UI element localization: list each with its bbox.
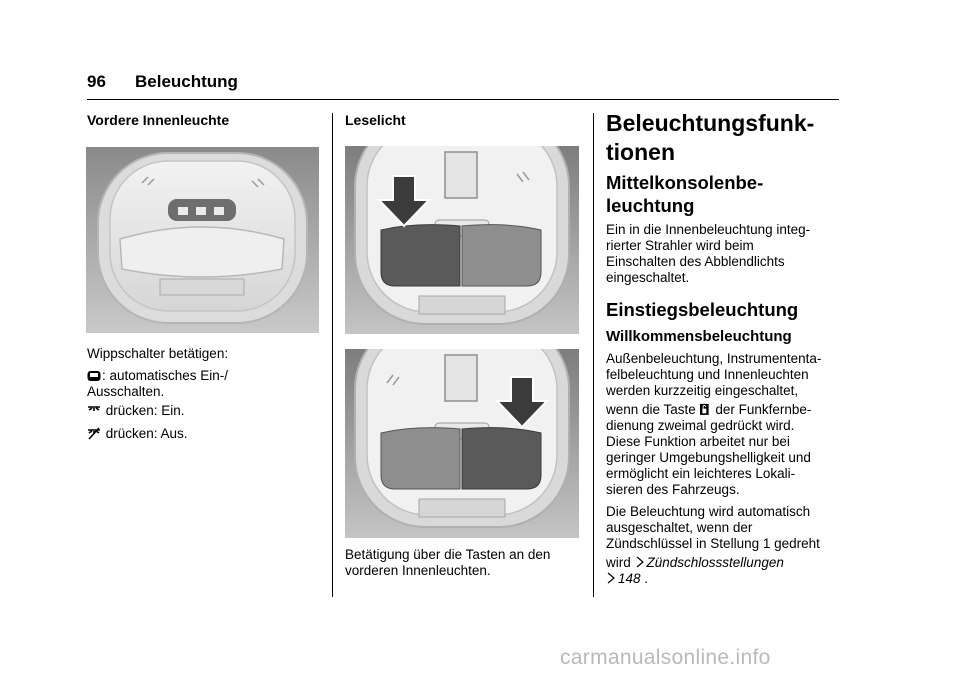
text-line: Die Beleuchtung wird automatisch (606, 504, 811, 519)
auto-off-paragraph (606, 504, 841, 587)
auto-mode-text (87, 368, 327, 400)
text-line: eingeschaltet. (606, 270, 690, 285)
text-line: sieren des Fahrzeugs. (606, 482, 740, 497)
light-off-icon (87, 427, 101, 440)
welcome-lighting-paragraph (606, 351, 841, 498)
text-line: Ein in die Innenbeleuchtung integ- (606, 222, 811, 237)
text-line: geringer Umgebungshelligkeit und (606, 450, 811, 465)
text-line: ermöglicht ein leichteres Lokali- (606, 466, 796, 481)
on-text (87, 403, 327, 419)
chapter-heading (606, 109, 836, 167)
column-divider-2 (593, 113, 594, 597)
auto-mode-label: : automatisches Ein-/ (102, 368, 229, 383)
text-line: rierter Strahler wird beim (606, 238, 754, 253)
reading-light-left-illustration (345, 146, 579, 334)
cross-reference-arrow-icon (606, 572, 616, 584)
cross-reference-link[interactable]: Zündschlossstellungen (646, 555, 784, 570)
reading-light-right-illustration (345, 349, 579, 538)
on-label: drücken: Ein. (102, 403, 185, 418)
off-text (87, 426, 327, 442)
center-console-paragraph (606, 222, 841, 286)
watermark: carmanualsonline.info (560, 646, 771, 669)
text-line: Diese Funktion arbeitet nur bei (606, 434, 790, 449)
off-label: drücken: Aus. (102, 426, 188, 441)
section-heading-front-interior-light: Vordere Innenleuchte (87, 112, 230, 128)
text-line: werden kurzzeitig eingeschaltet, (606, 383, 799, 398)
text-fragment: wird (606, 555, 635, 570)
header-rule (87, 99, 839, 100)
reading-light-caption (345, 547, 585, 579)
section-heading-entry-lighting: Einstiegsbeleuchtung (606, 299, 799, 320)
center-console-heading-line-1: Mittelkonsolenbe- (606, 172, 764, 193)
unlock-key-icon (700, 402, 711, 416)
section-heading-center-console (606, 171, 836, 217)
text-fragment: . (640, 571, 649, 586)
text-line: ausgeschaltet, wenn der (606, 520, 753, 535)
center-console-heading-line-2: leuchtung (606, 195, 695, 216)
auto-mode-label-line2: Ausschalten. (87, 384, 165, 399)
column-divider-1 (332, 113, 333, 597)
chapter-heading-line-1: Beleuchtungsfunk- (606, 110, 815, 136)
light-on-icon (87, 404, 101, 417)
text-line: Einschalten des Abblendlichts (606, 254, 785, 269)
instruction-text: Wippschalter betätigen: (87, 346, 229, 361)
caption-line-1: Betätigung über die Tasten an den (345, 547, 551, 562)
text-fragment: der Funkfernbe- (711, 402, 812, 417)
chapter-heading-line-2: tionen (606, 139, 675, 165)
cross-reference-arrow-icon (635, 556, 645, 568)
text-line: felbeleuchtung und Innenleuchten (606, 367, 809, 382)
text-line: Zündschlüssel in Stellung 1 gedreht (606, 536, 820, 551)
section-heading-reading-light: Leselicht (345, 112, 406, 128)
front-interior-light-illustration (86, 147, 319, 333)
subsection-heading-welcome-lighting: Willkommensbeleuchtung (606, 328, 792, 345)
page-number: 96 (87, 72, 106, 91)
door-lamp-icon (87, 369, 101, 382)
text-line: Außenbeleuchtung, Instrumententa- (606, 351, 822, 366)
page-title: Beleuchtung (135, 72, 238, 91)
cross-reference-page-link[interactable]: 148 (618, 571, 641, 586)
caption-line-2: vorderen Innenleuchten. (345, 563, 491, 578)
text-line: dienung zweimal gedrückt wird. (606, 418, 795, 433)
text-fragment: wenn die Taste (606, 402, 700, 417)
